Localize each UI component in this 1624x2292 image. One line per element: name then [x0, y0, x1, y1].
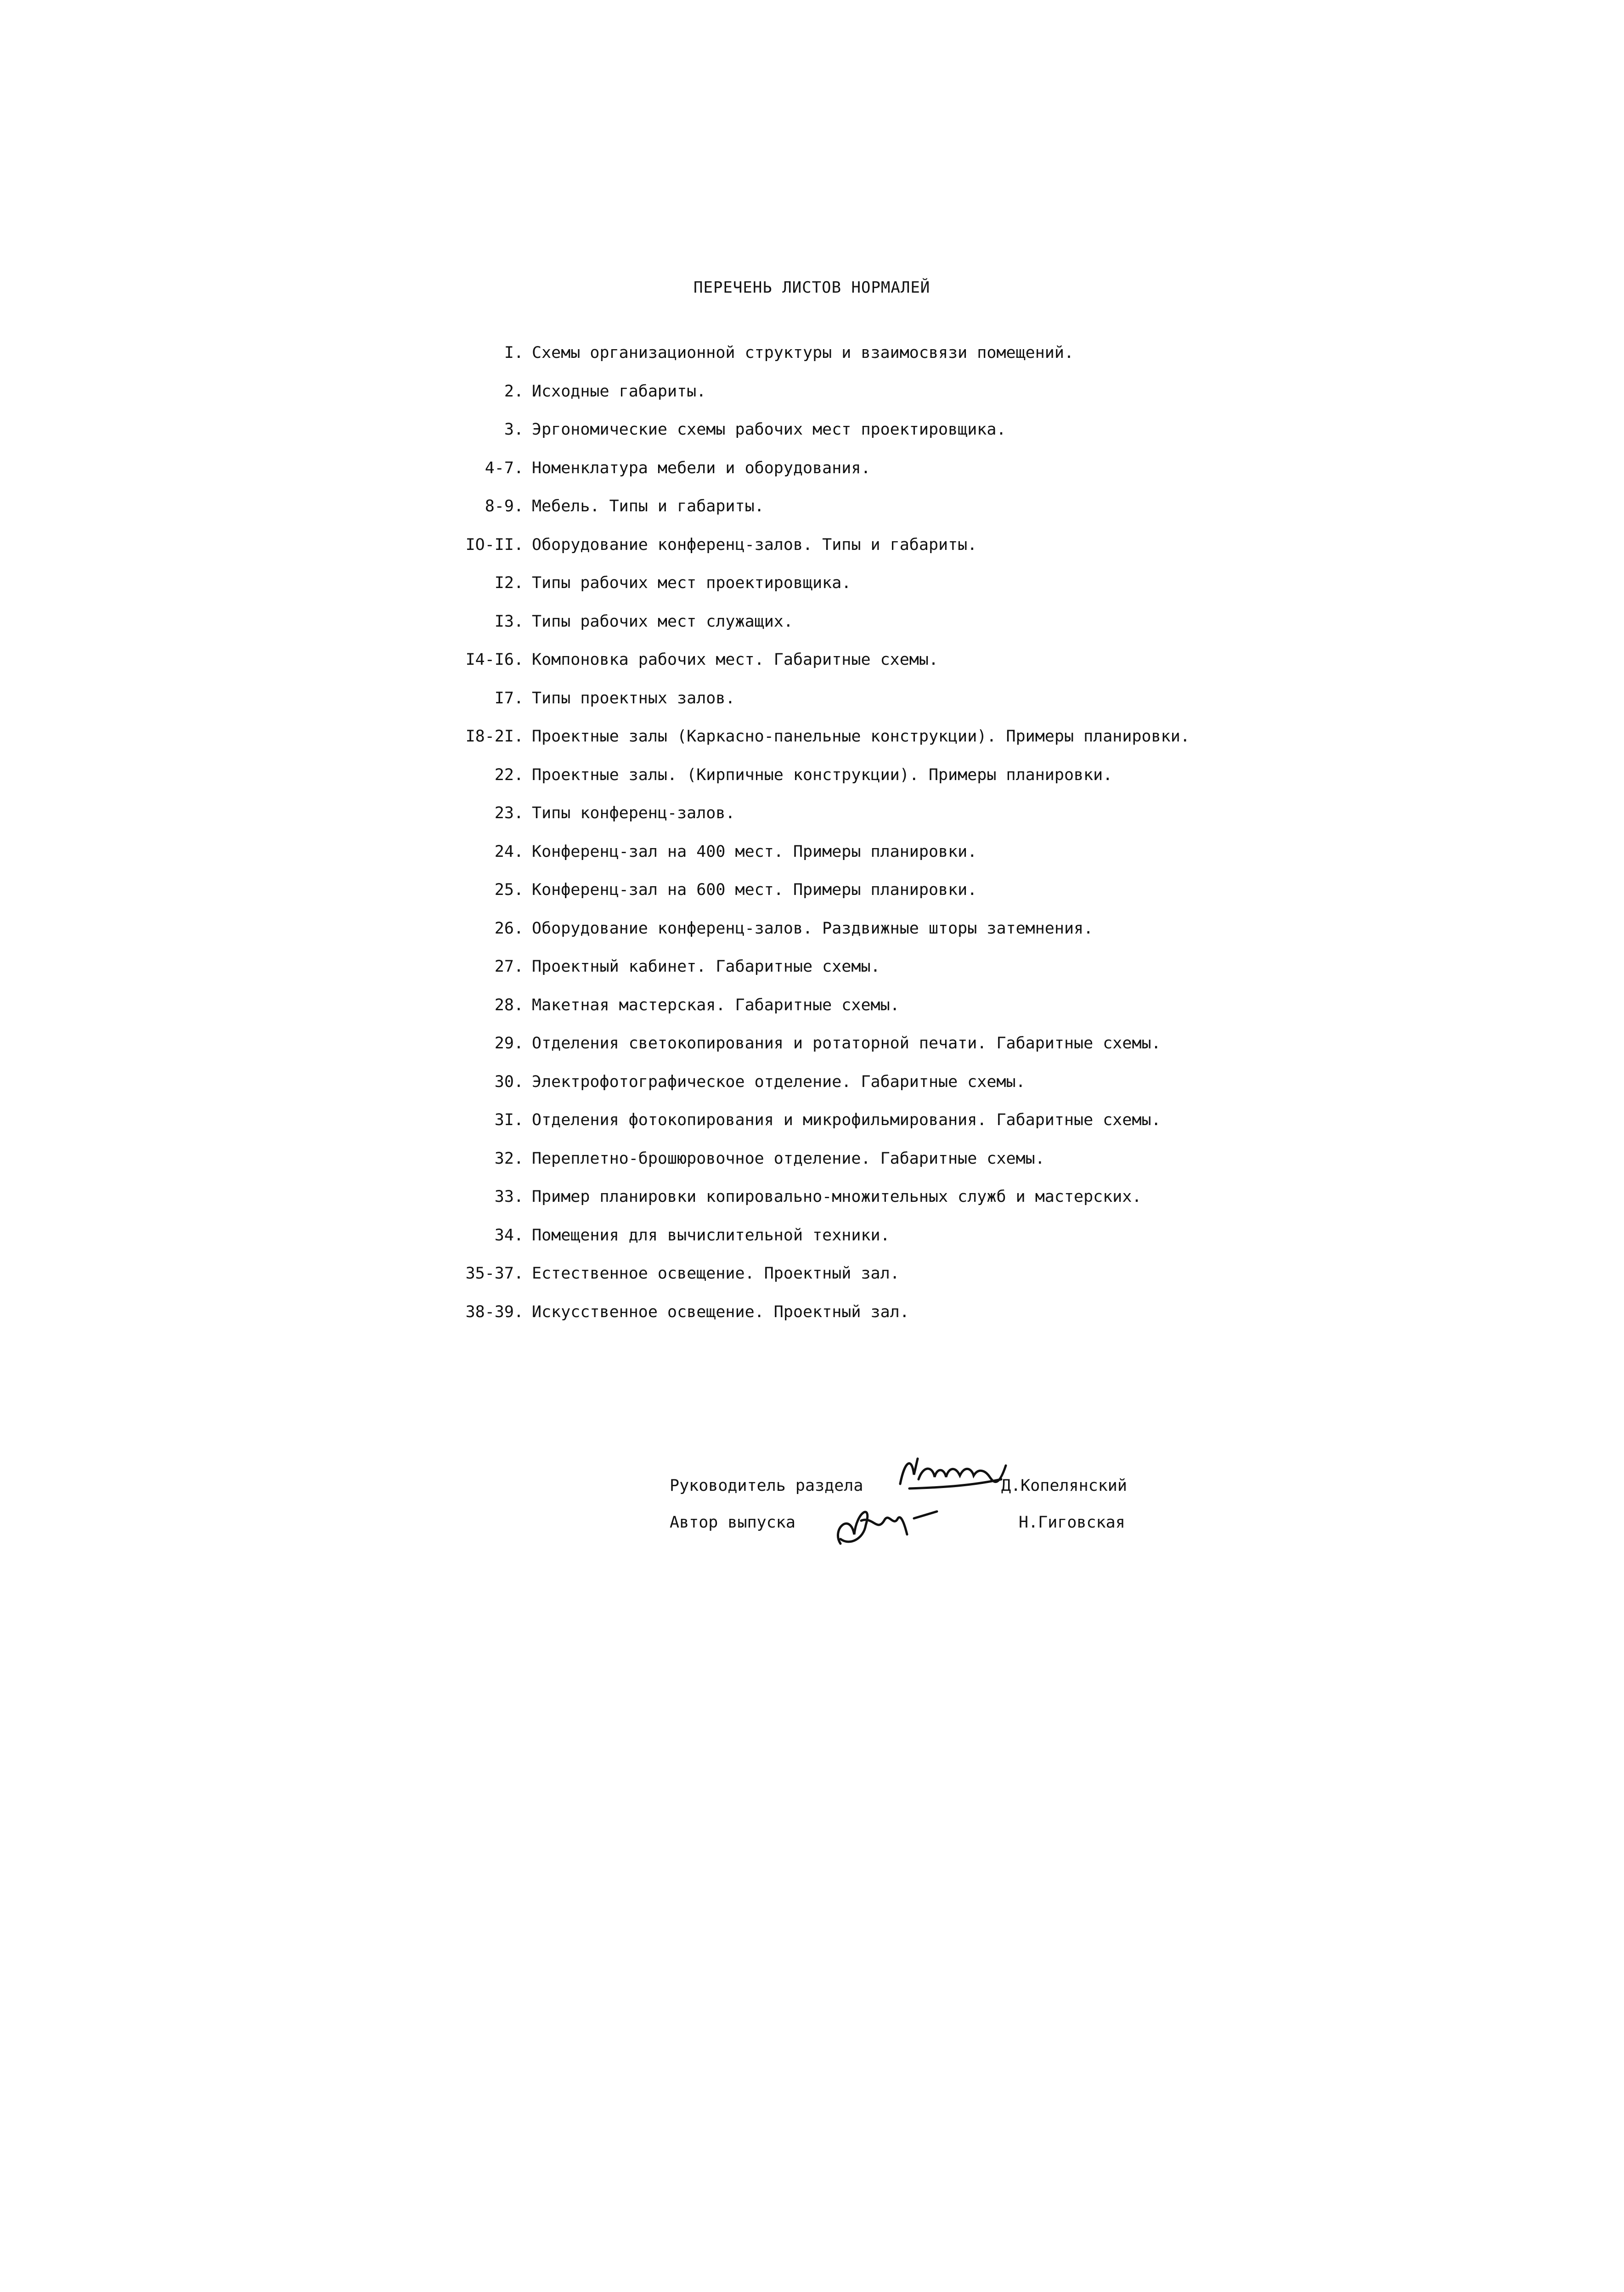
head-name: Д.Копелянский	[1001, 1477, 1127, 1495]
item-title: Схемы организационной структуры и взаимосвязи помещений.	[532, 344, 1074, 362]
head-role-label: Руководитель раздела	[670, 1477, 863, 1495]
list-item	[0, 459, 1624, 498]
item-title: Отделения фотокопирования и микрофильмирования. Габаритные схемы.	[532, 1111, 1161, 1129]
item-title: Типы проектных залов.	[532, 689, 735, 707]
item-number: I.	[504, 344, 524, 362]
item-title: Исходные габариты.	[532, 382, 706, 401]
list-item	[0, 651, 1624, 689]
list-item	[0, 1188, 1624, 1226]
list-item	[0, 727, 1624, 766]
list-item	[0, 919, 1624, 958]
item-number: 8-9.	[485, 497, 524, 515]
item-number: 34.	[494, 1226, 524, 1245]
author-name: Н.Гиговская	[1019, 1513, 1125, 1532]
item-number: 26.	[494, 919, 524, 938]
item-title: Искусственное освещение. Проектный зал.	[532, 1302, 909, 1321]
item-title: Пример планировки копировально-множительных служб и мастерских.	[532, 1188, 1142, 1206]
item-number: 25.	[494, 881, 524, 899]
list-item	[0, 996, 1624, 1035]
list-item	[0, 1034, 1624, 1073]
list-item	[0, 612, 1624, 651]
item-title: Проектные залы (Каркасно-панельные конструкции). Примеры планировки.	[532, 727, 1190, 746]
list-item	[0, 497, 1624, 536]
item-title: Типы рабочих мест служащих.	[532, 612, 793, 631]
item-title: Проектные залы. (Кирпичные конструкции). Примеры планировки.	[532, 765, 1113, 784]
item-number: IO-II.	[465, 535, 524, 554]
author-signature-icon	[822, 1493, 951, 1553]
list-item	[0, 881, 1624, 919]
item-number: 30.	[494, 1072, 524, 1091]
item-title: Проектный кабинет. Габаритные схемы.	[532, 957, 880, 976]
item-number: 28.	[494, 996, 524, 1014]
list-item	[0, 382, 1624, 421]
item-number: I2.	[494, 574, 524, 592]
list-item	[0, 804, 1624, 843]
item-number: 4-7.	[485, 458, 524, 477]
item-title: Эргономические схемы рабочих мест проектировщика.	[532, 420, 1006, 439]
list-item	[0, 1073, 1624, 1111]
item-title: Переплетно-брошюровочное отделение. Габаритные схемы.	[532, 1149, 1045, 1168]
item-number: 35-37.	[465, 1264, 524, 1283]
item-title: Конференц-зал на 400 мест. Примеры планировки.	[532, 842, 977, 861]
item-title: Макетная мастерская. Габаритные схемы.	[532, 996, 900, 1014]
item-number: 3.	[504, 420, 524, 439]
item-title: Электрофотографическое отделение. Габаритные схемы.	[532, 1072, 1026, 1091]
list-item	[0, 843, 1624, 881]
list-item	[0, 420, 1624, 459]
item-number: 33.	[494, 1188, 524, 1206]
list-item	[0, 1149, 1624, 1188]
item-number: 3I.	[494, 1111, 524, 1129]
list-item	[0, 574, 1624, 612]
list-item	[0, 1303, 1624, 1341]
list-item	[0, 1226, 1624, 1265]
item-number: 22.	[494, 765, 524, 784]
author-role-label: Автор выпуска	[670, 1513, 795, 1532]
item-number: I7.	[494, 689, 524, 707]
list-item	[0, 766, 1624, 804]
item-title: Типы рабочих мест проектировщика.	[532, 574, 851, 592]
item-number: 29.	[494, 1034, 524, 1053]
item-title: Номенклатура мебели и оборудования.	[532, 458, 871, 477]
item-title: Компоновка рабочих мест. Габаритные схемы.	[532, 651, 939, 669]
item-title: Оборудование конференц-залов. Раздвижные шторы затемнения.	[532, 919, 1094, 938]
item-number: I4-I6.	[465, 651, 524, 669]
item-number: I8-2I.	[465, 727, 524, 746]
item-title: Оборудование конференц-залов. Типы и габариты.	[532, 535, 977, 554]
item-number: 23.	[494, 804, 524, 822]
item-title: Отделения светокопирования и ротаторной печати. Габаритные схемы.	[532, 1034, 1161, 1053]
list-item	[0, 1111, 1624, 1149]
list-item	[0, 957, 1624, 996]
item-number: 38-39.	[465, 1302, 524, 1321]
page-title: ПЕРЕЧЕНЬ ЛИСТОВ НОРМАЛЕЙ	[694, 278, 930, 297]
item-number: 2.	[504, 382, 524, 401]
head-signature-icon	[891, 1447, 1010, 1498]
item-title: Конференц-зал на 600 мест. Примеры планировки.	[532, 881, 977, 899]
item-title: Помещения для вычислительной техники.	[532, 1226, 890, 1245]
item-number: 24.	[494, 842, 524, 861]
list-item	[0, 689, 1624, 728]
list-item	[0, 536, 1624, 574]
item-number: I3.	[494, 612, 524, 631]
toc-list	[0, 344, 1624, 1341]
item-title: Естественное освещение. Проектный зал.	[532, 1264, 900, 1283]
list-item	[0, 344, 1624, 382]
list-item	[0, 1264, 1624, 1303]
item-number: 32.	[494, 1149, 524, 1168]
item-number: 27.	[494, 957, 524, 976]
item-title: Типы конференц-залов.	[532, 804, 735, 822]
item-title: Мебель. Типы и габариты.	[532, 497, 764, 515]
